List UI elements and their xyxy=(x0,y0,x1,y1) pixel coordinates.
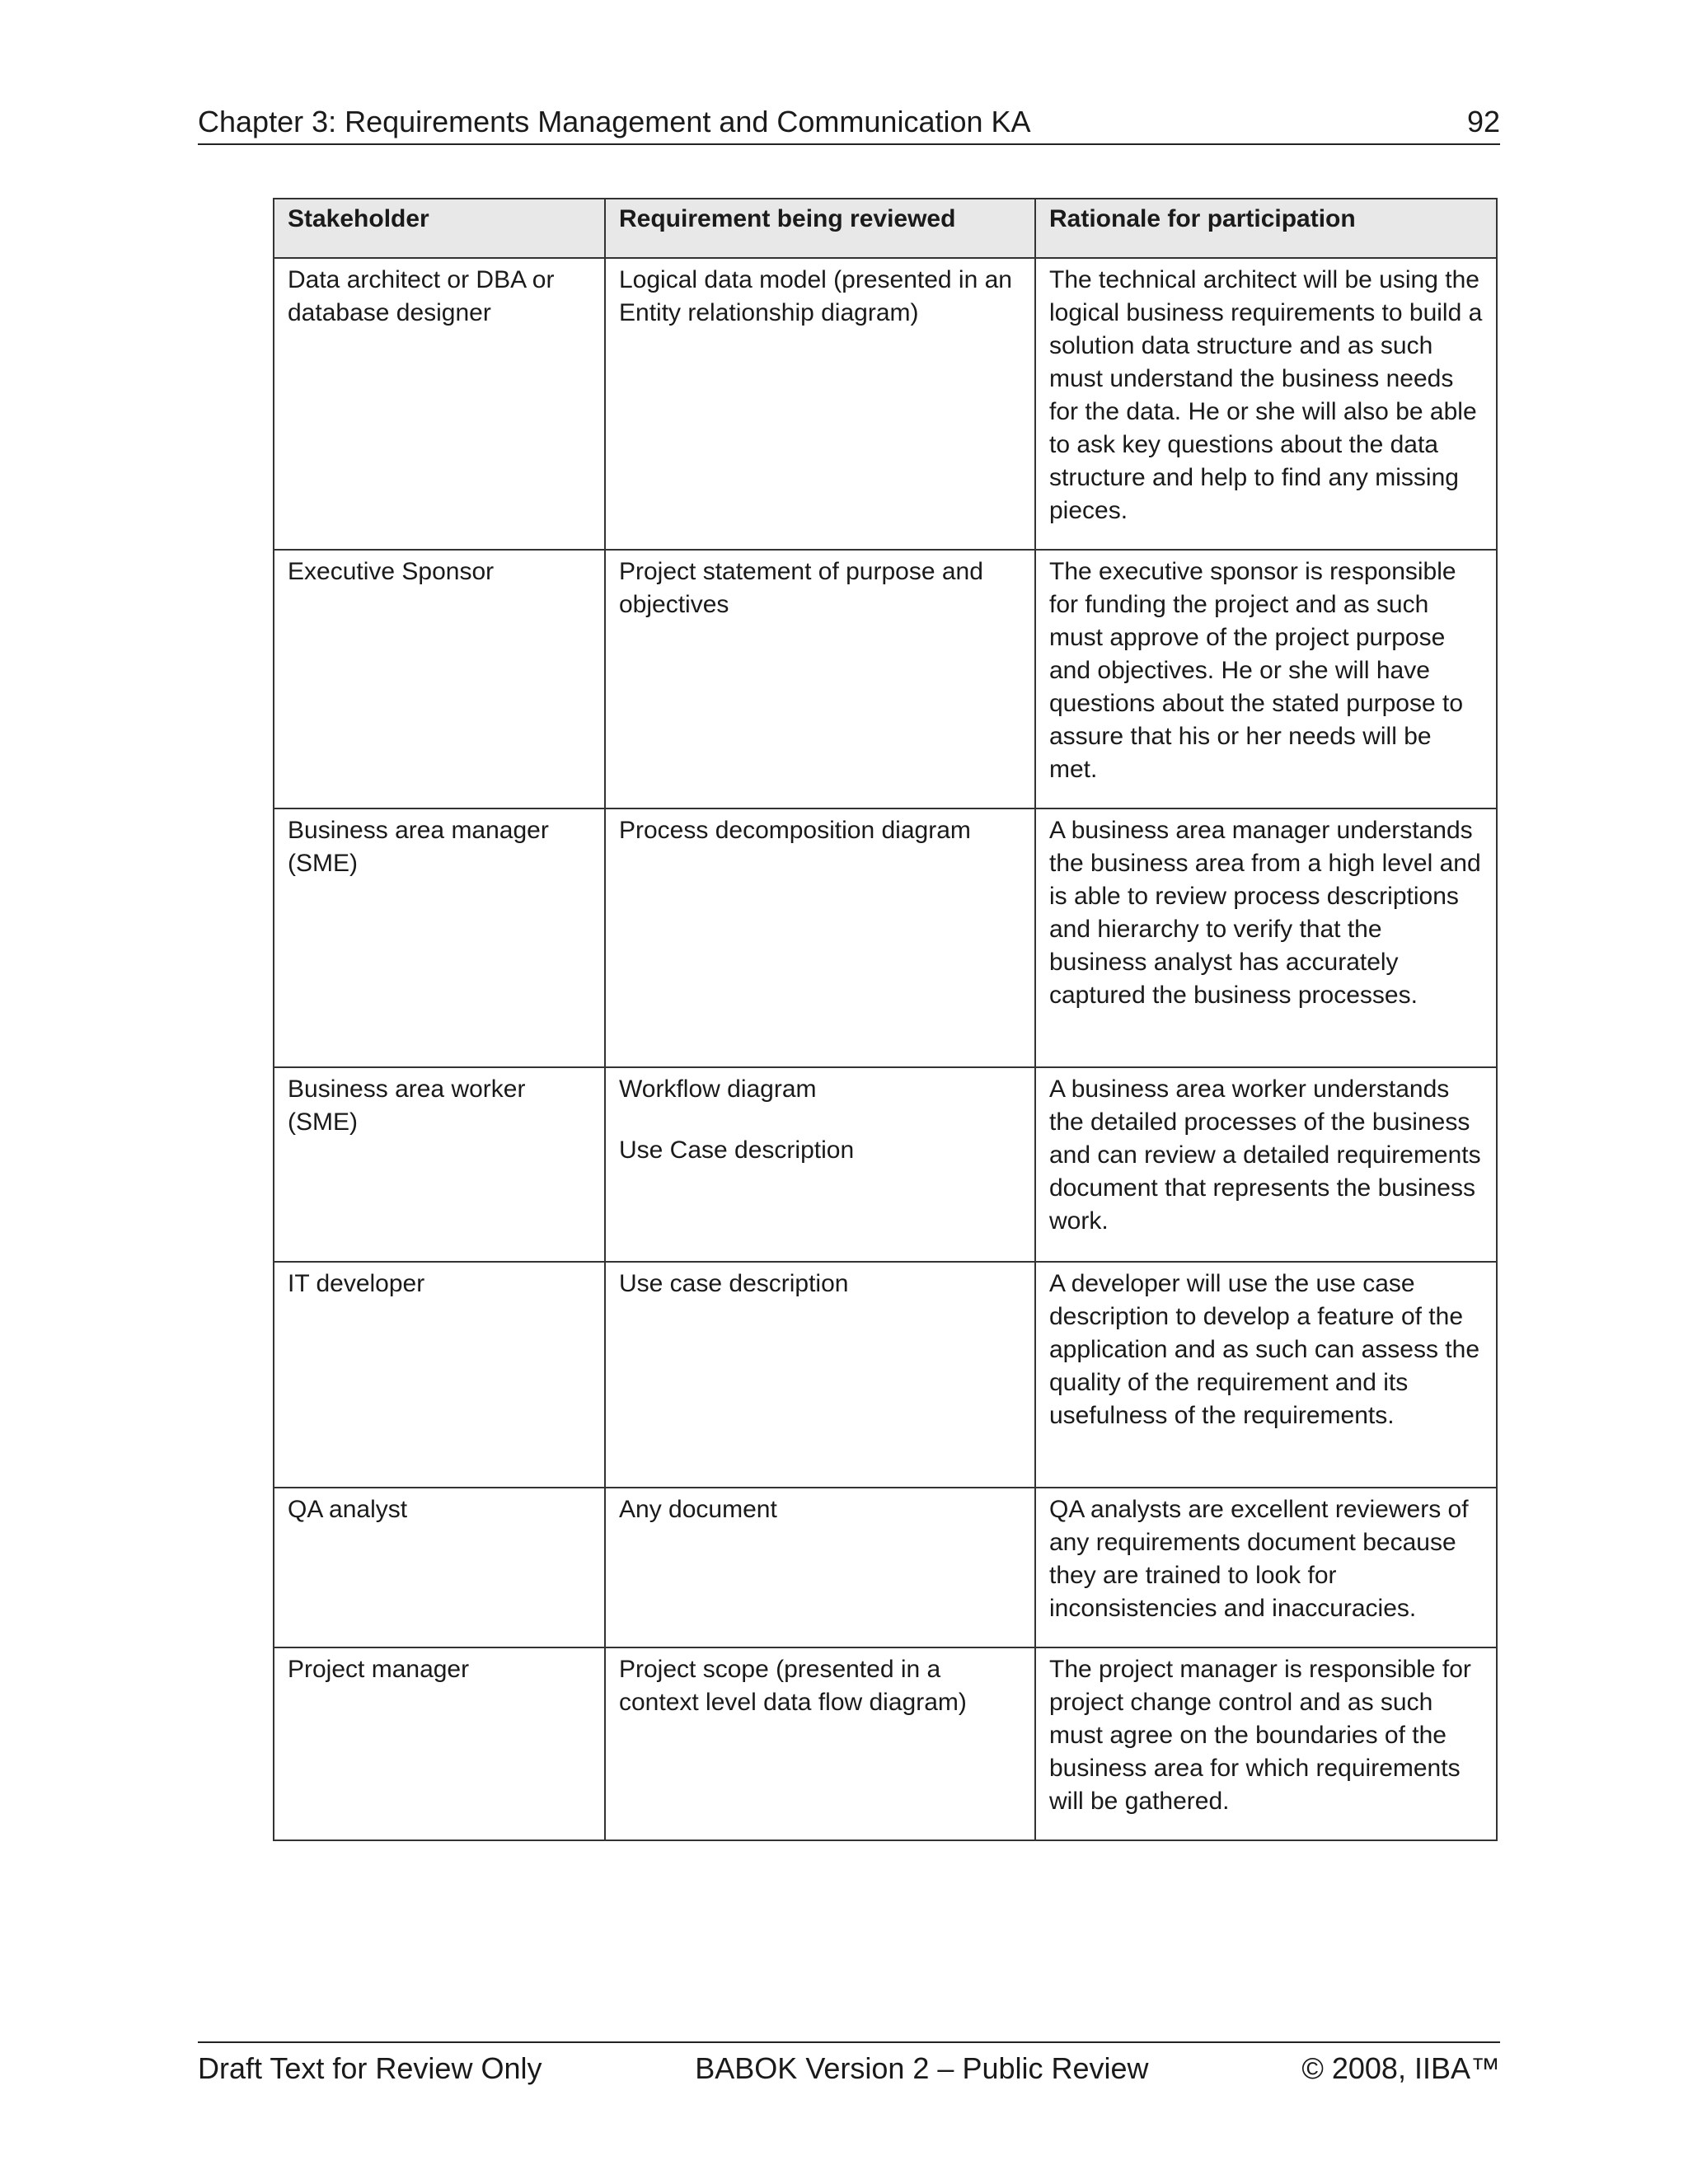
requirement-cell xyxy=(605,258,1035,550)
table-row xyxy=(274,550,1497,808)
requirement-text: Any document xyxy=(619,1496,777,1523)
table-row xyxy=(274,1262,1497,1488)
footer-version: BABOK Version 2 – Public Review xyxy=(695,2051,1149,2085)
table-row xyxy=(274,1647,1497,1840)
rationale-cell: The project manager is responsible for project change control and as such must agree on the boundaries of the business area for which requirements will be gathered. xyxy=(1035,1647,1497,1840)
requirement-text: Project scope (presented in a context level data flow diagram) xyxy=(619,1656,967,1716)
rationale-cell: A business area worker understands the detailed processes of the business and can review a detailed requirements document that represents the business work. xyxy=(1035,1067,1497,1262)
requirement-cell xyxy=(605,1067,1035,1262)
table-row xyxy=(274,1067,1497,1262)
rationale-cell: The technical architect will be using the logical business requirements to build a solution data structure and as such must understand the business needs for the data. He or she will also be able to ask key questions about the data structure and help to find any missing pieces. xyxy=(1035,258,1497,550)
page-footer xyxy=(198,2041,1500,2088)
stakeholder-cell: Business area manager (SME) xyxy=(274,808,605,1067)
stakeholder-cell: QA analyst xyxy=(274,1488,605,1647)
requirement-text: Workflow diagram xyxy=(619,1076,817,1103)
requirement-text: Use case description xyxy=(619,1270,849,1297)
requirement-cell xyxy=(605,1488,1035,1647)
column-header-rationale: Rationale for participation xyxy=(1035,199,1497,258)
requirement-cell xyxy=(605,550,1035,808)
stakeholder-cell: Business area worker (SME) xyxy=(274,1067,605,1262)
chapter-title: Chapter 3: Requirements Management and Communication KA xyxy=(198,105,1031,138)
rationale-cell: A business area manager understands the business area from a high level and is able to review process descriptions and hierarchy to verify that the business analyst has accurately captured the business processes. xyxy=(1035,808,1497,1067)
stakeholder-cell: Executive Sponsor xyxy=(274,550,605,808)
stakeholder-cell: Project manager xyxy=(274,1647,605,1840)
page-header xyxy=(198,97,1500,145)
table-header-row xyxy=(274,199,1497,258)
requirement-cell xyxy=(605,1647,1035,1840)
requirement-text: Process decomposition diagram xyxy=(619,817,971,844)
rationale-cell: A developer will use the use case description to develop a feature of the application and as such can assess the quality of the requirement and its usefulness of the requirements. xyxy=(1035,1262,1497,1488)
table-row xyxy=(274,1488,1497,1647)
footer-copyright: © 2008, IIBA™ xyxy=(1301,2051,1500,2085)
footer-draft-notice: Draft Text for Review Only xyxy=(198,2051,542,2085)
table-row xyxy=(274,258,1497,550)
stakeholder-cell: IT developer xyxy=(274,1262,605,1488)
column-header-stakeholder: Stakeholder xyxy=(274,199,605,258)
requirement-cell xyxy=(605,1262,1035,1488)
column-header-requirement: Requirement being reviewed xyxy=(605,199,1035,258)
rationale-cell: The executive sponsor is responsible for funding the project and as such must approve of the project purpose and objectives. He or she will have questions about the stated purpose to assure that his or her needs will be met. xyxy=(1035,550,1497,808)
requirement-text: Use Case description xyxy=(619,1137,855,1164)
stakeholder-cell: Data architect or DBA or database designer xyxy=(274,258,605,550)
stakeholder-review-table xyxy=(273,198,1498,1841)
rationale-cell: QA analysts are excellent reviewers of any requirements document because they are trained to look for inconsistencies and inaccuracies. xyxy=(1035,1488,1497,1647)
requirement-cell xyxy=(605,808,1035,1067)
requirement-text: Project statement of purpose and objectives xyxy=(619,558,983,618)
requirement-text: Logical data model (presented in an Entity relationship diagram) xyxy=(619,266,1012,326)
table-row xyxy=(274,808,1497,1067)
page-number: 92 xyxy=(1466,105,1500,138)
